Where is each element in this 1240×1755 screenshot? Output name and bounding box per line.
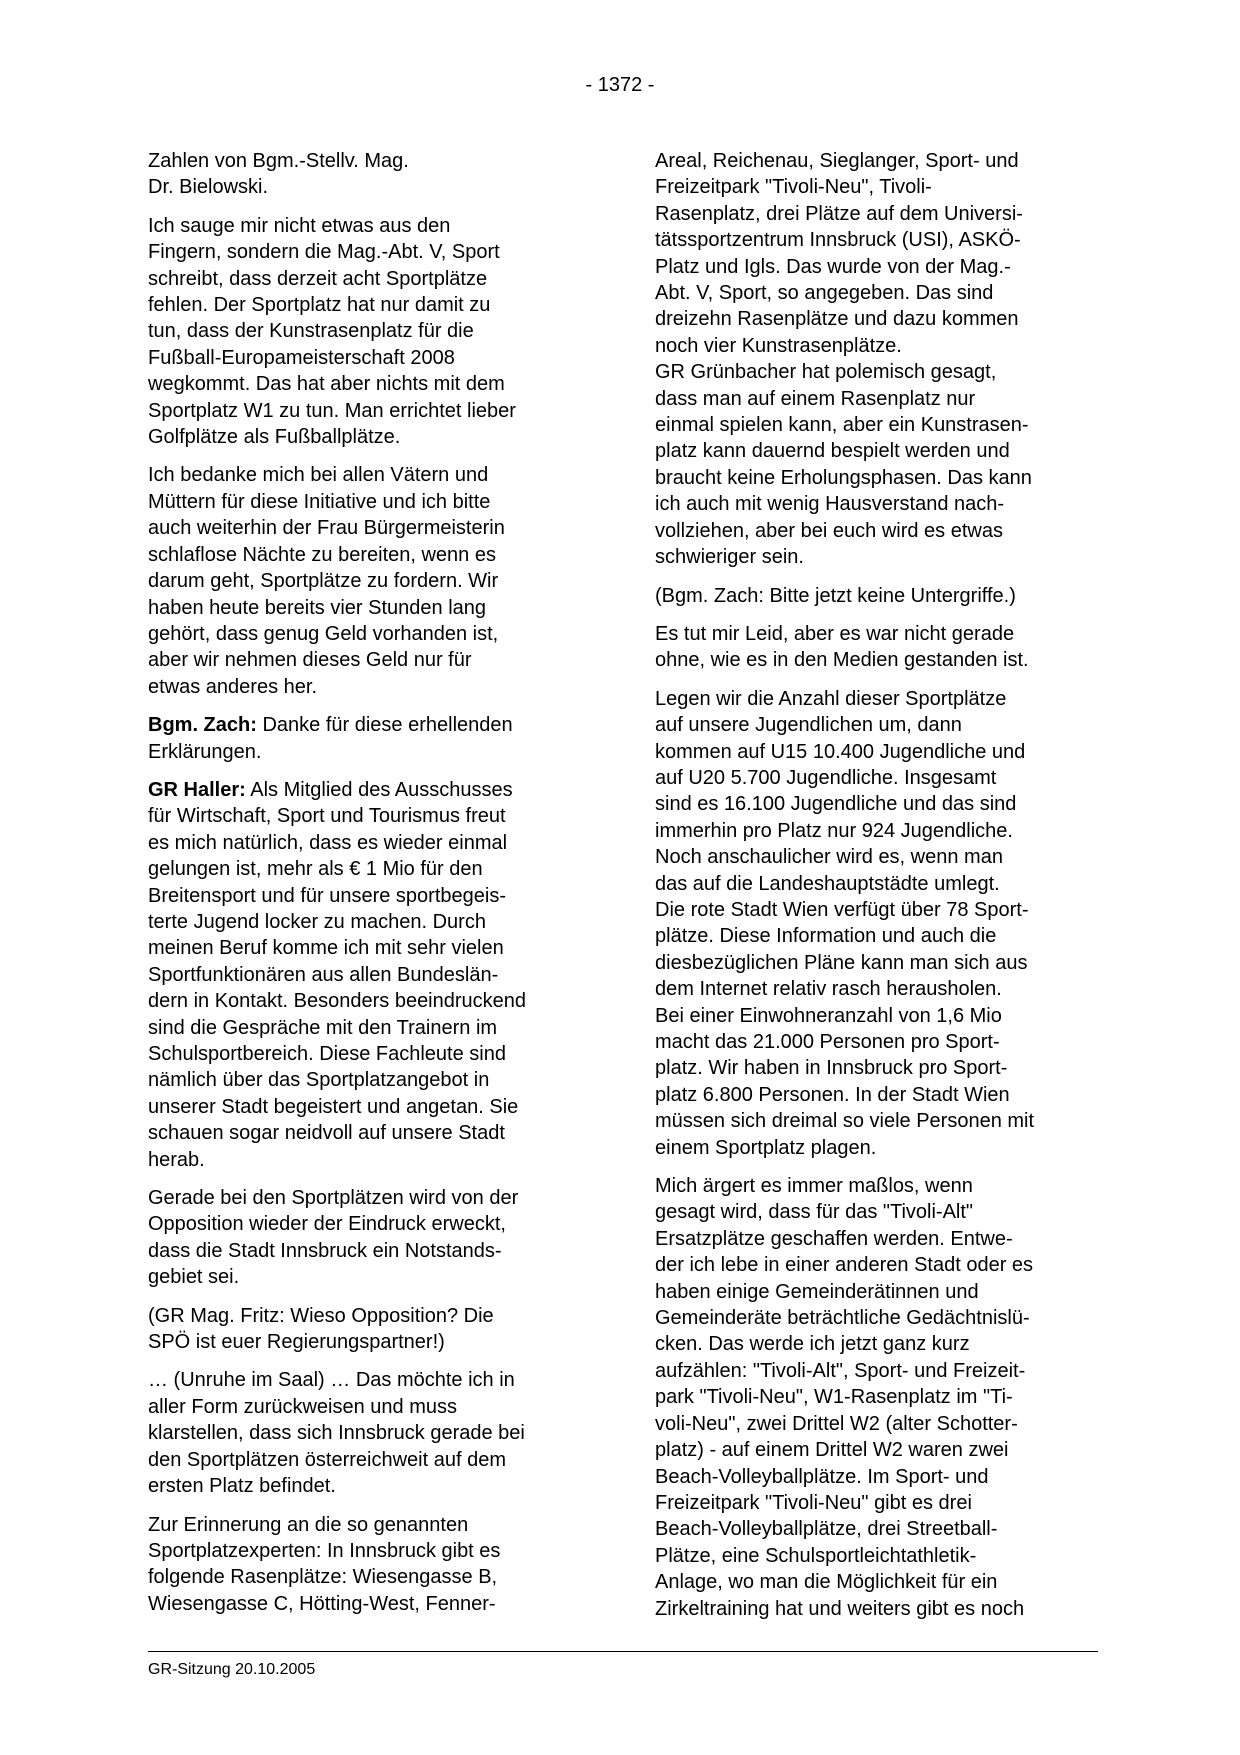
interjection xyxy=(148,1303,588,1356)
paragraph xyxy=(655,359,1095,570)
paragraph xyxy=(655,1173,1095,1622)
paragraph xyxy=(655,686,1095,1161)
speaker-name: Bgm. Zach: xyxy=(148,714,257,737)
paragraph-text: (GR Mag. Fritz: Wieso Opposition? Die SPÖ ist euer Regierungspartner!) xyxy=(148,1304,494,1354)
page-number: - 1372 - xyxy=(585,74,655,96)
footer-divider xyxy=(148,1651,1098,1652)
left-column xyxy=(148,148,588,1629)
paragraph xyxy=(148,1512,588,1618)
paragraph-text: Zur Erinnerung an die so genannten Sportplatzexperten: In Innsbruck gibt es folgende Rasenplätze: Wiesengasse B, Wiesengasse C, Hötting-West, Fenner- xyxy=(148,1513,501,1615)
interjection xyxy=(655,583,1095,609)
paragraph-text: Mich ärgert es immer maßlos, wenn gesagt wird, dass für das "Tivoli-Alt" Ersatzplätze geschaffen werden. Entwe- der ich lebe in einer anderen Stadt oder es haben einige Gemeinderätinnen und Gemeinderäte beträchtliche Gedächtnislü- cken. Das werde ich jetzt ganz kurz aufzählen: "Tivoli-Alt", Sport- und Freizeit- park "Tivoli-Neu", W1-Rasenplatz im "Ti- voli-Neu", zwei Drittel W2 (alter Schotter- platz) - auf einem Drittel W2 waren zwei Beach-Volleyballplätze. Im Sport- und Freizeitpark "Tivoli-Neu" gibt es drei Beach-Volleyballplätze, drei Streetball- Plätze, eine Schulsportleichtathletik- Anlage, wo man die Möglichkeit für ein Zirkeltraining hat und weiters gibt es noch xyxy=(655,1175,1034,1620)
paragraph xyxy=(148,777,588,1173)
right-column xyxy=(655,148,1095,1634)
paragraph-text: Danke für diese erhellenden Erklärungen. xyxy=(148,714,513,763)
paragraph xyxy=(655,621,1095,674)
paragraph-text: GR Grünbacher hat polemisch gesagt, dass man auf einem Rasenplatz nur einmal spielen kann, aber ein Kunstrasen- platz kann dauernd bespielt werden und braucht keine Erholungsphasen. Das kann ich auch mit wenig Hausverstand nach- vollziehen, aber bei euch wird es etwas schwieriger sein. xyxy=(655,361,1032,569)
paragraph xyxy=(148,462,588,700)
paragraph-text: Es tut mir Leid, aber es war nicht gerade ohne, wie es in den Medien gestanden ist. xyxy=(655,622,1029,672)
paragraph xyxy=(148,712,588,765)
paragraph xyxy=(148,1367,588,1499)
paragraph-text: Ich bedanke mich bei allen Vätern und Müttern für diese Initiative und ich bitte auch weiterhin der Frau Bürgermeisterin schlaflose Nächte zu bereiten, wenn es darum geht, Sportplätze zu fordern. Wir haben heute bereits vier Stunden lang gehört, dass genug Geld vorhanden ist, aber wir nehmen dieses Geld nur für etwas anderes her. xyxy=(148,464,505,698)
paragraph-text: Ich sauge mir nicht etwas aus den Fingern, sondern die Mag.-Abt. V, Sport schreibt, dass derzeit acht Sportplätze fehlen. Der Sportplatz hat nur damit zu tun, dass der Kunstrasenplatz für die Fußball-Europameisterschaft 2008 wegkommt. Das hat aber nichts mit dem Sportplatz W1 zu tun. Man errichtet lieber Golfplätze als Fußballplätze. xyxy=(148,214,516,449)
paragraph xyxy=(148,1185,588,1291)
paragraph-text: (Bgm. Zach: Bitte jetzt keine Untergriffe.) xyxy=(655,584,1016,607)
paragraph xyxy=(148,213,588,451)
paragraph xyxy=(148,148,588,201)
paragraph-text: Areal, Reichenau, Sieglanger, Sport- und Freizeitpark "Tivoli-Neu", Tivoli- Rasenplatz, drei Plätze auf dem Universi- tätssportzentrum Innsbruck (USI), ASKÖ- Platz und Igls. Das wurde von der Mag.- Abt. V, Sport, so angegeben. Das sind dreizehn Rasenplätze und dazu kommen noch vier Kunstrasenplätze. xyxy=(655,150,1023,357)
paragraph-text: Gerade bei den Sportplätzen wird von der Opposition wieder der Eindruck erweckt, dass die Stadt Innsbruck ein Notstands- gebiet sei. xyxy=(148,1187,519,1289)
paragraph-text: Als Mitglied des Ausschusses für Wirtschaft, Sport und Tourismus freut es mich natürlich, dass es wieder einmal gelungen ist, mehr als € 1 Mio für den Breitensport und für unsere sportbegeis- terte Jugend locker zu machen. Durch meinen Beruf komme ich mit sehr vielen Sportfunktionären aus allen Bundeslän- dern in Kontakt. Besonders beeindruckend sind die Gespräche mit den Trainern im Schulsportbereich. Diese Fachleute sind nämlich über das Sportplatzangebot in unserer Stadt begeistert und angetan. Sie schauen sogar neidvoll auf unsere Stadt herab. xyxy=(148,778,527,1171)
paragraph-text: Legen wir die Anzahl dieser Sportplätze auf unsere Jugendlichen um, dann kommen auf U15 10.400 Jugendliche und auf U20 5.700 Jugendliche. Insgesamt sind es 16.100 Jugendliche und das sind immerhin pro Platz nur 924 Jugendliche. Noch anschaulicher wird es, wenn man das auf die Landeshauptstädte umlegt. Die rote Stadt Wien verfügt über 78 Sport- plätze. Diese Information und auch die diesbezüglichen Pläne kann man sich aus dem Internet relativ rasch herausholen. Bei einer Einwohneranzahl von 1,6 Mio macht das 21.000 Personen pro Sport- platz. Wir haben in Innsbruck pro Sport- platz 6.800 Personen. In der Stadt Wien müssen sich dreimal so viele Personen mit einem Sportplatz plagen. xyxy=(655,687,1035,1159)
speaker-name: GR Haller: xyxy=(148,778,246,801)
paragraph xyxy=(655,148,1095,359)
footer-session-date: GR-Sitzung 20.10.2005 xyxy=(148,1661,316,1678)
paragraph-text: … (Unruhe im Saal) … Das möchte ich in aller Form zurückweisen und muss klarstellen, dass sich Innsbruck gerade bei den Sportplätzen österreichweit auf dem ersten Platz befindet. xyxy=(148,1369,525,1498)
paragraph-text: Zahlen von Bgm.-Stellv. Mag. Dr. Bielowski. xyxy=(148,150,409,199)
